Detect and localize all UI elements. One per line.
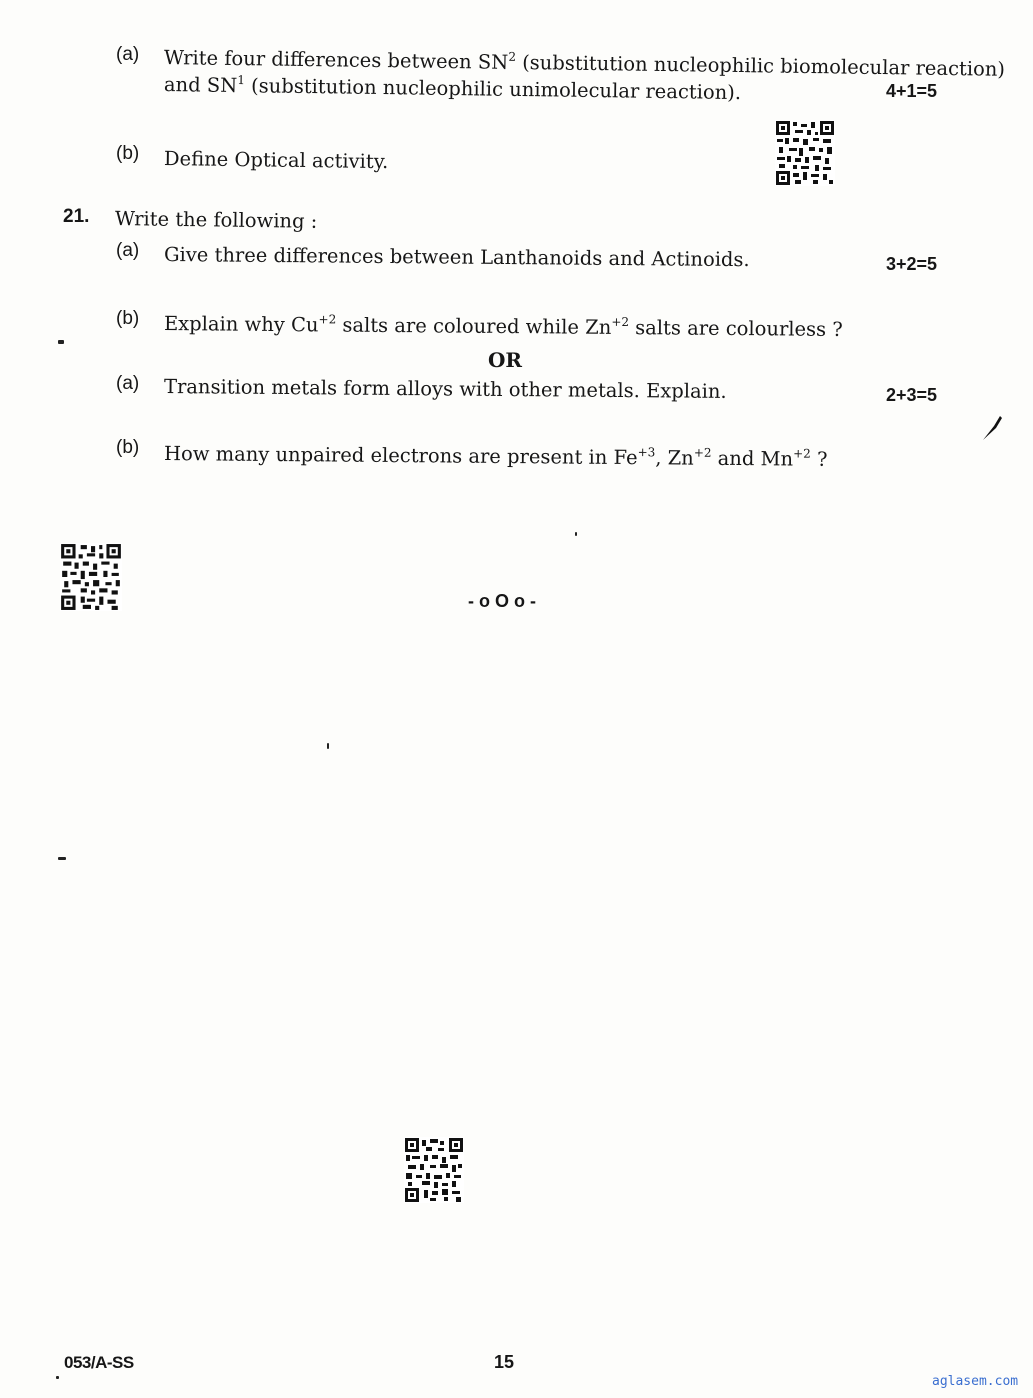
- q20a-marks: 4+1=5: [886, 81, 938, 101]
- q21-alt-a-marks: 2+3=5: [886, 385, 938, 405]
- q21-alt-b-t4: ?: [810, 447, 828, 471]
- scan-speck: [575, 532, 577, 536]
- q21-alt-b-label: (b): [116, 437, 140, 458]
- page-number: 15: [494, 1352, 515, 1372]
- q20a-line1-sup: 2: [508, 49, 517, 64]
- q21a-marks: 3+2=5: [886, 254, 938, 274]
- qr-code-bottom-icon: [404, 1137, 464, 1203]
- q21-alt-b-t1: How many unpaired electrons are present in Fe: [163, 442, 638, 470]
- q21a-label: (a): [116, 240, 140, 261]
- q20b-label: (b): [116, 143, 140, 164]
- scan-speck: [56, 1376, 59, 1379]
- q20a-line2: [164, 73, 741, 104]
- q21-alt-b-s3: +2: [793, 446, 811, 461]
- q21b-t2: salts are coloured while Zn: [336, 313, 612, 339]
- q21-alt-b-t2: , Zn: [655, 446, 694, 470]
- q21-number: 21.: [63, 206, 90, 227]
- qr-code-left-icon: [60, 543, 122, 611]
- q20a-line1-post: (substitution nucleophilic biomolecular reaction): [515, 50, 1006, 81]
- end-of-paper-mark: - o O o -: [468, 591, 536, 611]
- q20a-label: (a): [116, 44, 140, 65]
- scan-speck: [327, 743, 329, 749]
- q20a-line2-sup: 1: [237, 73, 246, 88]
- q21-alt-b-s2: +2: [693, 445, 712, 460]
- q21-alt-a-label: (a): [116, 373, 140, 394]
- q21b-s2: +2: [611, 314, 630, 330]
- source-watermark: aglasem.com: [932, 1374, 1019, 1389]
- q21-alt-b-t3: and Mn: [711, 446, 794, 471]
- q21b-text: [164, 312, 843, 341]
- q20a-line2-pre: and SN: [163, 73, 238, 98]
- q21-alt-b-s1: +3: [637, 445, 656, 460]
- q20b-text: Define Optical activity.: [163, 147, 389, 174]
- q21b-label: (b): [116, 308, 140, 329]
- pen-mark-icon: [980, 412, 1004, 442]
- scan-speck: [58, 340, 64, 344]
- q20a-line1-pre: Write four differences between SN: [163, 46, 509, 74]
- q21b-s1: +2: [318, 312, 337, 327]
- scan-speck: [58, 857, 66, 860]
- q20a-line2-post: (substitution nucleophilic unimolecular reaction).: [244, 74, 742, 105]
- qr-code-top-icon: [775, 120, 835, 186]
- q21-alt-a-text: Transition metals form alloys with other metals. Explain.: [163, 375, 727, 403]
- q21b-t1: Explain why Cu: [163, 312, 319, 337]
- q21a-text: Give three differences between Lanthanoids and Actinoids.: [163, 243, 750, 272]
- q21-alt-b-text: [164, 442, 828, 471]
- paper-code: 053/A-SS: [64, 1353, 134, 1372]
- q21b-t3: salts are colourless ?: [628, 316, 843, 341]
- q21-heading: Write the following :: [114, 207, 318, 233]
- or-divider: OR: [488, 348, 523, 372]
